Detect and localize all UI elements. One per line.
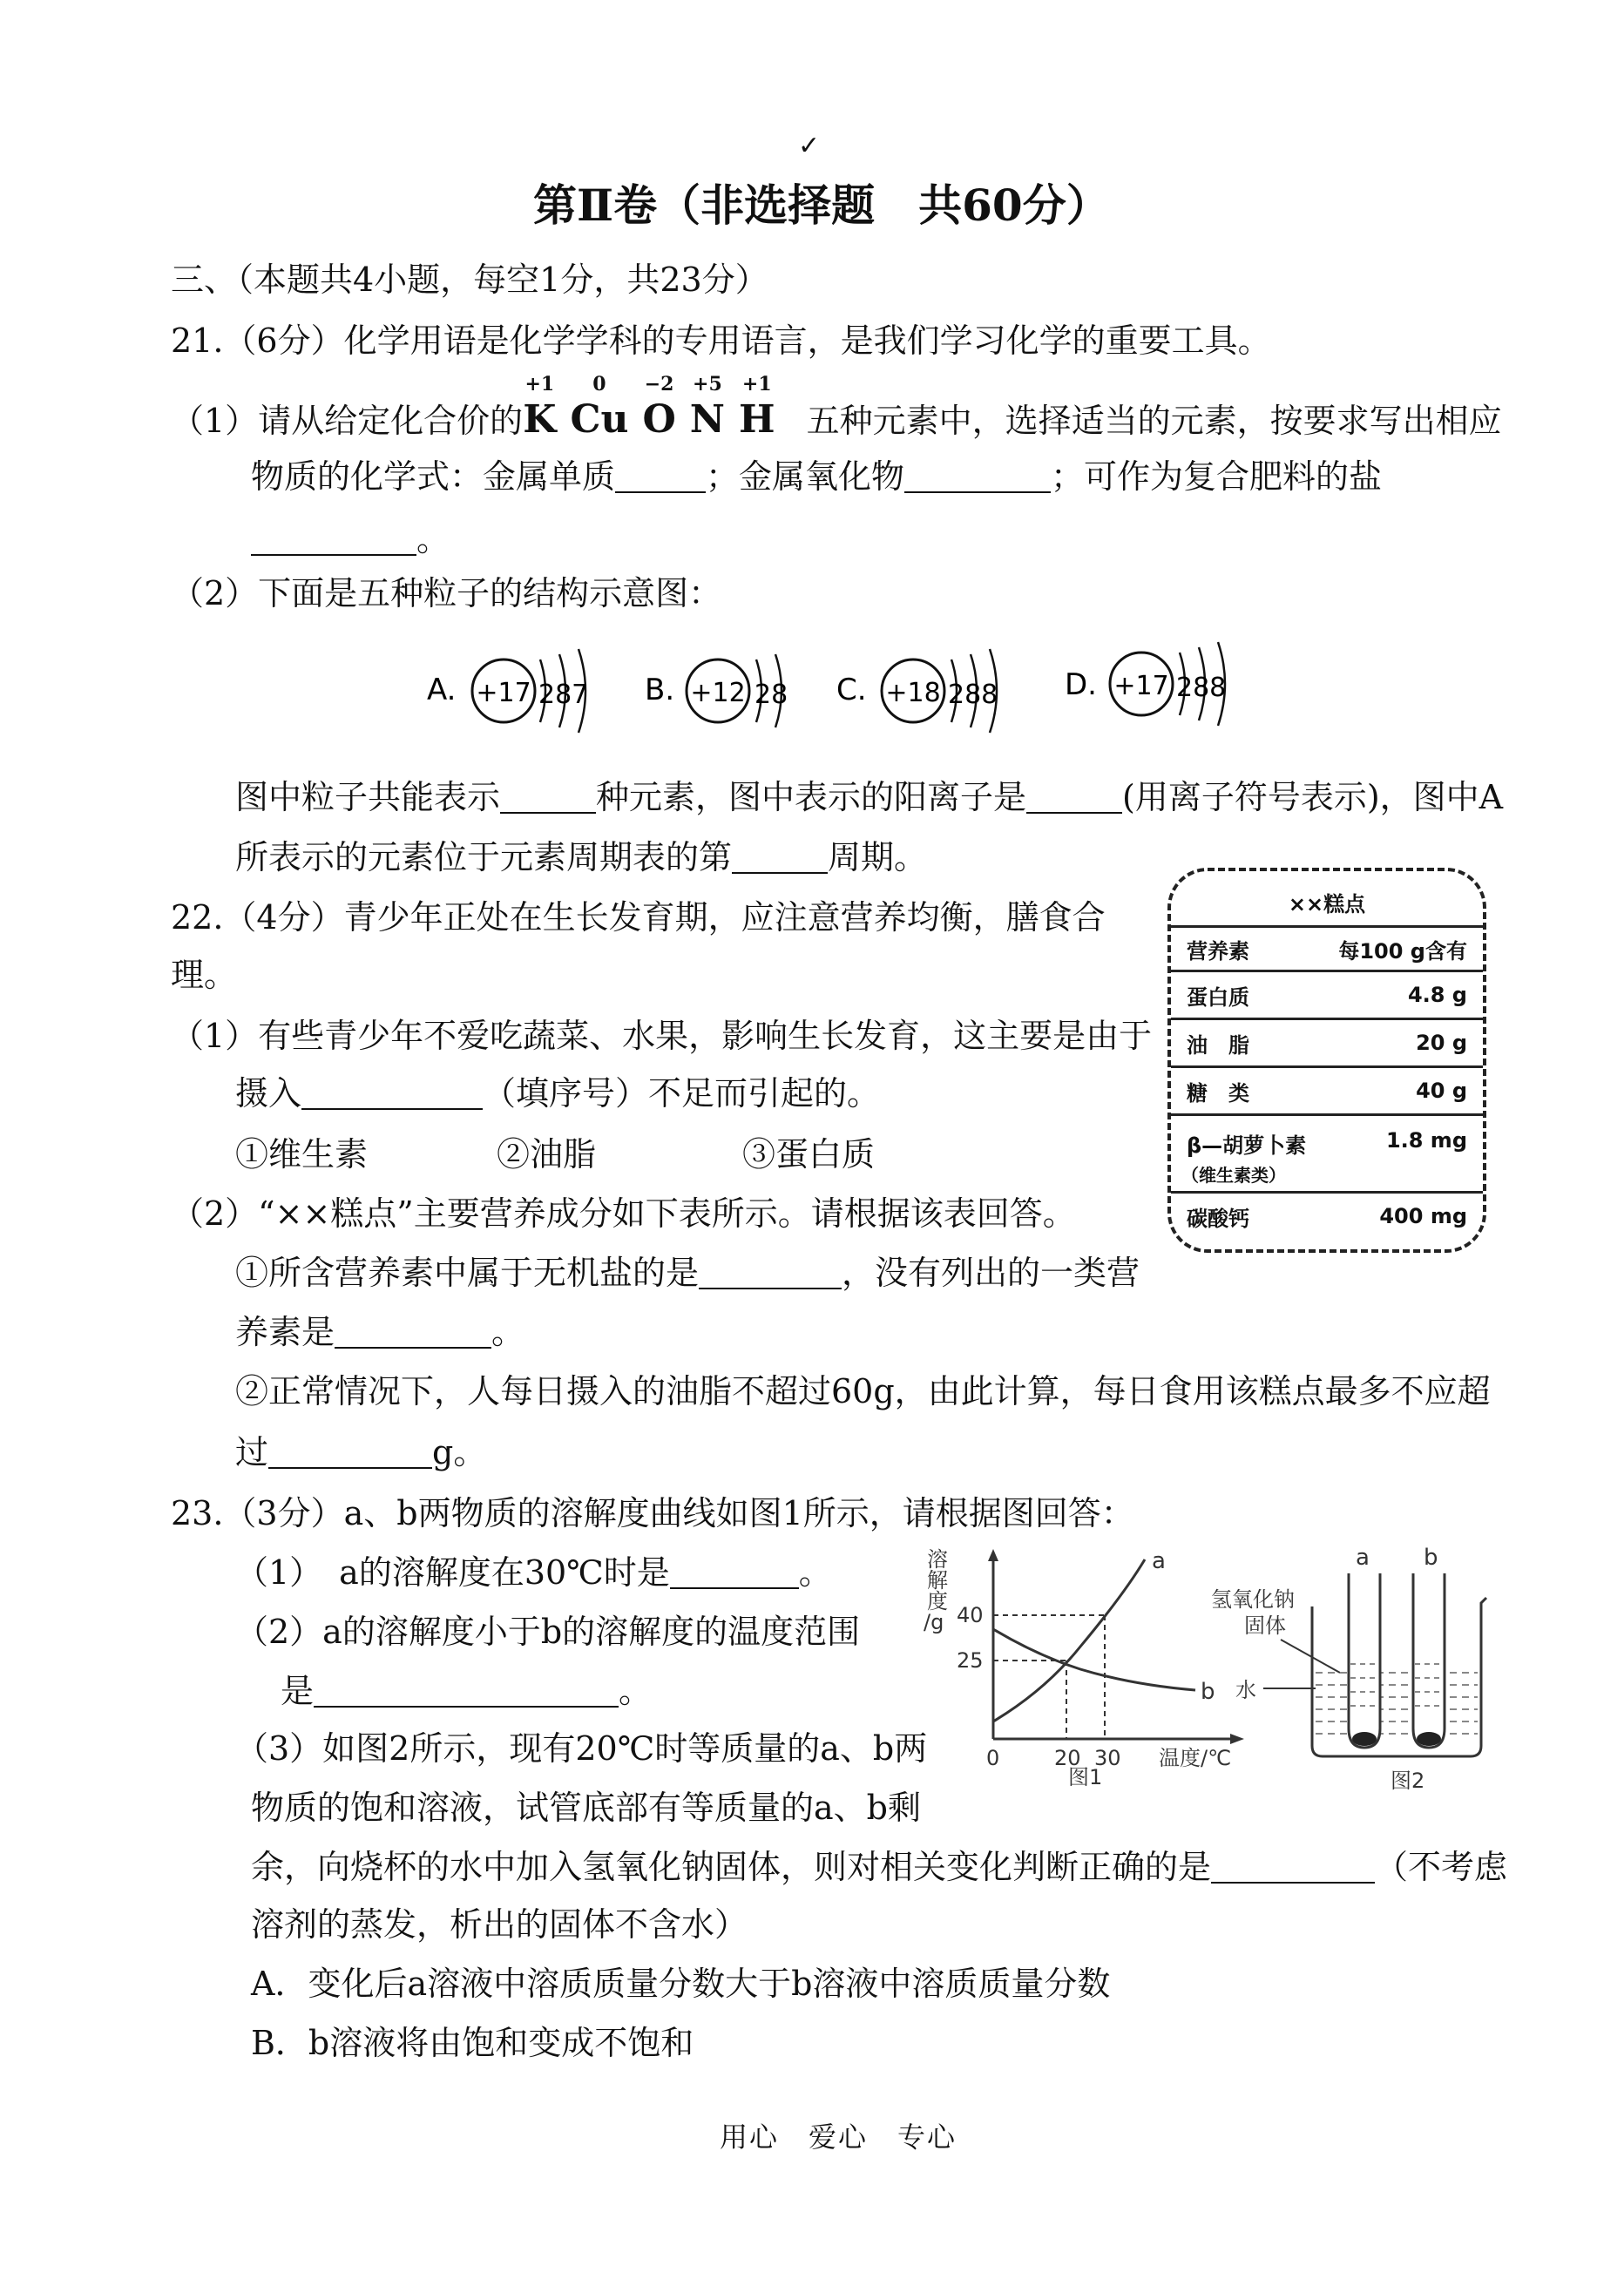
q23-part3-line2: 物质的饱和溶液，试管底部有等质量的a、b剩 <box>251 1789 921 1827</box>
y-axis-arrow <box>988 1549 998 1561</box>
test-tube-a <box>1349 1573 1380 1748</box>
answer-blank[interactable] <box>615 462 706 493</box>
q22-part2-q1-line2: 养素是 。 <box>235 1313 525 1351</box>
answer-blank[interactable] <box>670 1558 799 1589</box>
nutrition-row: 蛋白质 4.8 g <box>1171 972 1483 1020</box>
answer-blank[interactable] <box>1211 1852 1375 1884</box>
solid-residue-b <box>1417 1732 1441 1746</box>
nutrition-header-row: 营养素 每100 g含有 <box>1171 925 1483 972</box>
q22-part1-line2: 摄入 （填序号）不足而引起的。 <box>235 1074 881 1113</box>
svg-text:+17: +17 <box>1113 671 1169 701</box>
svg-text:解: 解 <box>927 1568 948 1593</box>
q22-part2-q1-line1: ①所含营养素中属于无机盐的是 ，没有列出的一类营 <box>235 1254 1140 1292</box>
svg-text:D.: D. <box>1065 667 1097 702</box>
q22-option-1: ①维生素 <box>235 1135 369 1174</box>
svg-text:/g: /g <box>924 1610 944 1634</box>
element-h: +1 H <box>739 373 775 442</box>
element-n: +5 N <box>689 373 725 442</box>
q22-part2-lead: （2）“××糕点”主要营养成分如下表所示。请根据该表回答。 <box>171 1194 1076 1233</box>
q22-option-2: ②油脂 <box>497 1135 597 1174</box>
answer-blank[interactable] <box>301 1079 483 1110</box>
x-tick-20: 20 <box>1054 1746 1081 1770</box>
q23-part2-line1: （2）a的溶解度小于b的溶解度的温度范围 <box>235 1613 861 1651</box>
answer-blank[interactable] <box>335 1317 491 1349</box>
nutrition-row: β—胡萝卜素 1.8 mg （维生素类） <box>1171 1116 1483 1194</box>
check-mark: ✓ <box>798 131 821 161</box>
q23-part2-line2: 是 。 <box>281 1672 653 1710</box>
q23-part3-line3: 余，向烧杯的水中加入氢氧化钠固体，则对相关变化判断正确的是 （不考虑 <box>251 1848 1508 1886</box>
curve-a <box>993 1559 1145 1721</box>
answer-blank[interactable] <box>904 462 1051 493</box>
svg-text:+12: +12 <box>690 678 746 708</box>
q22-stem-line1: 22.（4分）青少年正处在生长发育期，应注意营养均衡，膳食合 <box>171 898 1106 937</box>
svg-text:+17: +17 <box>476 678 531 708</box>
curve-a-label: a <box>1152 1548 1166 1574</box>
nutrition-title: ××糕点 <box>1288 892 1366 917</box>
q21-part1-tail: 五种元素中，选择适当的元素，按要求写出相应 <box>806 402 1502 440</box>
water-surface <box>1316 1673 1478 1734</box>
svg-text:288: 288 <box>1176 673 1227 703</box>
q23-part3-line1: （3）如图2所示，现有20℃时等质量的a、b两 <box>235 1729 928 1768</box>
svg-text:28: 28 <box>754 680 788 710</box>
answer-blank[interactable] <box>732 842 828 874</box>
particle-b <box>645 654 788 727</box>
q23-option-b: B．b溶液将由饱和变成不饱和 <box>251 2024 694 2062</box>
q21-part1-line2: 物质的化学式：金属单质 ；金属氧化物 ；可作为复合肥料的盐 <box>251 457 1383 496</box>
nutrition-row: 糖 类 40 g <box>1171 1068 1483 1116</box>
svg-text:A.: A. <box>427 673 457 707</box>
q21-part2-lead: （2）下面是五种粒子的结构示意图： <box>171 574 722 612</box>
answer-blank[interactable] <box>251 524 416 556</box>
y-tick-25: 25 <box>957 1648 984 1673</box>
nutrition-row: 碳酸钙 400 mg <box>1187 1204 1467 1231</box>
q22-stem-line2: 理。 <box>171 956 238 994</box>
solid-residue-a <box>1352 1732 1377 1746</box>
q22-part1-line1: （1）有些青少年不爱吃蔬菜、水果，影响生长发育，这主要是由于 <box>171 1017 1153 1055</box>
page-footer: 用心 爱心 专心 <box>720 2121 957 2154</box>
section-heading: 三、（本题共4小题，每空1分，共23分） <box>171 260 768 299</box>
element-o: −2 O <box>642 373 676 442</box>
curve-b-label: b <box>1201 1679 1215 1705</box>
q21-part1-lead: （1）请从给定化合价的 <box>171 402 524 440</box>
answer-blank[interactable] <box>1026 782 1122 814</box>
beaker-figure <box>1194 1542 1490 1795</box>
element-cu: 0 Cu <box>570 373 629 442</box>
q22-part2-q2-line2: 过 g。 <box>235 1433 487 1471</box>
q21-part1-line1 <box>171 373 1502 442</box>
nutrition-label-box <box>1167 868 1486 1253</box>
q21-part1-line3: 。 <box>251 523 450 556</box>
svg-text:288: 288 <box>948 680 998 710</box>
q23-part1: （1） a的溶解度在30℃时是 。 <box>235 1553 832 1592</box>
test-tube-b <box>1413 1573 1445 1748</box>
page-title: 第Ⅱ卷（非选择题 共60分） <box>533 179 1110 231</box>
svg-text:B.: B. <box>645 673 675 707</box>
figure-2-caption: 图2 <box>1391 1769 1425 1793</box>
particle-c <box>836 649 998 733</box>
figure-1-caption: 图1 <box>1068 1765 1103 1786</box>
answer-blank[interactable] <box>500 782 596 814</box>
tube-a-label: a <box>1356 1545 1370 1571</box>
answer-blank[interactable] <box>699 1258 842 1289</box>
x-axis-label: 温度/℃ <box>1159 1746 1232 1770</box>
q22-option-3: ③蛋白质 <box>742 1135 876 1174</box>
particle-a <box>427 649 588 733</box>
q23-stem: 23.（3分）a、b两物质的溶解度曲线如图1所示，请根据图回答： <box>171 1494 1134 1532</box>
q23-part3-line4: 溶剂的蒸发，析出的固体不含水） <box>251 1905 748 1944</box>
nutrition-row: 油 脂 20 g <box>1171 1020 1483 1068</box>
q21-part2-line2: 所表示的元素位于元素周期表的第 周期。 <box>235 838 928 876</box>
q23-option-a: A．变化后a溶液中溶质质量分数大于b溶液中溶质质量分数 <box>251 1965 1111 2003</box>
q22-part2-q2-line1: ②正常情况下，人每日摄入的油脂不超过60g，由此计算，每日食用该糕点最多不应超 <box>235 1372 1491 1410</box>
svg-text:C.: C. <box>836 673 867 707</box>
x-tick-0: 0 <box>986 1746 1000 1770</box>
particle-structure-diagrams <box>409 623 1263 754</box>
particle-d <box>1065 642 1226 726</box>
svg-text:287: 287 <box>538 680 589 710</box>
beaker <box>1312 1598 1486 1756</box>
element-k: +1 K <box>523 373 557 442</box>
svg-text:+18: +18 <box>885 678 941 708</box>
answer-blank[interactable] <box>268 1437 432 1469</box>
tube-b-label: b <box>1424 1545 1438 1571</box>
naoh-label-line2: 固体 <box>1244 1613 1286 1638</box>
water-label: 水 <box>1235 1678 1256 1702</box>
svg-text:度: 度 <box>927 1589 948 1613</box>
nutrition-table <box>1171 925 1483 1239</box>
answer-blank[interactable] <box>314 1676 619 1708</box>
naoh-label-line1: 氢氧化钠 <box>1211 1587 1295 1612</box>
y-tick-40: 40 <box>957 1603 984 1627</box>
q21-part2-line1: 图中粒子共能表示 种元素，图中表示的阳离子是 (用离子符号表示)，图中A <box>235 778 1504 816</box>
x-tick-30: 30 <box>1094 1746 1121 1770</box>
svg-text:溶: 溶 <box>927 1547 948 1572</box>
q21-stem: 21.（6分）化学用语是化学学科的专用语言，是我们学习化学的重要工具。 <box>171 321 1271 360</box>
